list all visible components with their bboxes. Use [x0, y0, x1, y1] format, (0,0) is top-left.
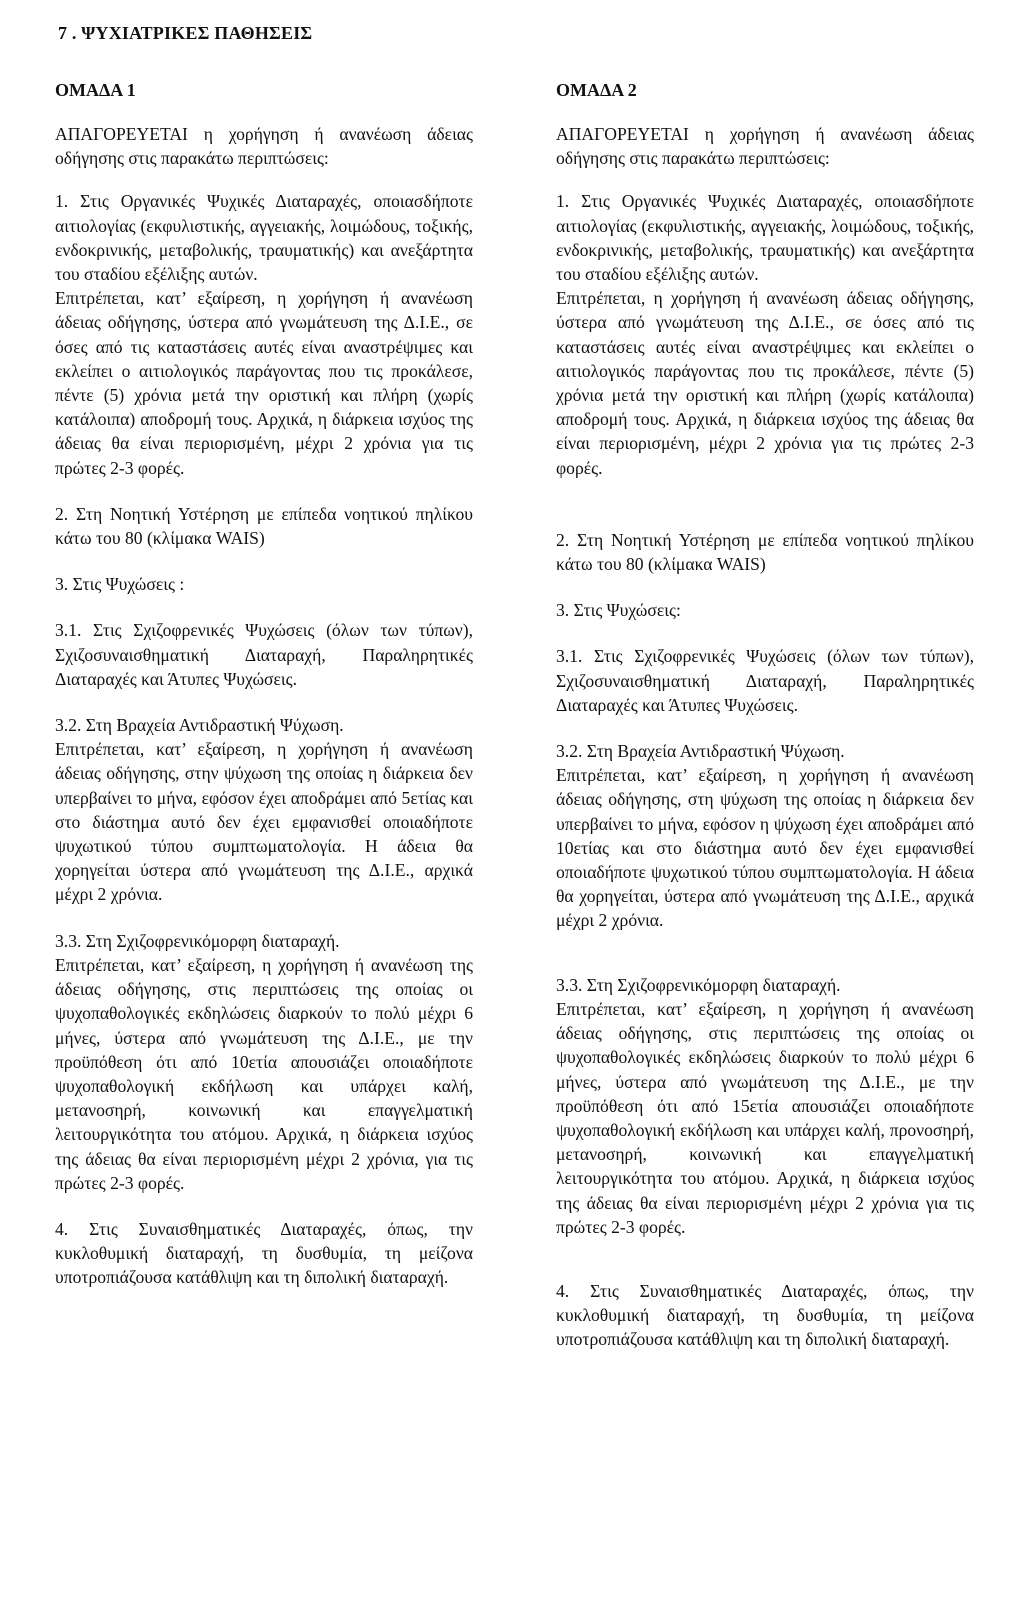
group-1-item-1: 1. Στις Οργανικές Ψυχικές Διαταραχές, οποιασδήποτε αιτιολογίας (εκφυλιστικής, αγγειακής, λοιμώδους, τοξικής, ενδοκρινικής, μεταβολικής, τραυματικής) και ανεξάρτητα του σταδίου εξέλιξης αυτών. — [55, 191, 473, 285]
group-1-intro: ΑΠΑΓΟΡΕΥΕΤΑΙ η χορήγηση ή ανανέωση άδειας οδήγησης στις παρακάτω περιπτώσεις: — [55, 124, 473, 169]
group-1-item-3-2-title: 3.2. Στη Βραχεία Αντιδραστική Ψύχωση. — [55, 715, 344, 736]
group-2-item-4: 4. Στις Συναισθηματικές Διαταραχές, όπως, την κυκλοθυμική διαταραχή, τη δυσθυμία, τη μείζονα υποτροπιάζουσα κατάθλιψη και τη διπολική διαταραχή. — [556, 1280, 974, 1350]
group-1-item-3: 3. Στις Ψυχώσεις : — [55, 574, 185, 595]
group-2-item-3-1: 3.1. Στις Σχιζοφρενικές Ψυχώσεις (όλων των τύπων), Σχιζοσυναισθηματική Διαταραχή, Παραληρητικές Διαταραχές και Άτυπες Ψυχώσεις. — [556, 646, 974, 715]
group-2-item-3-3-text: Επιτρέπεται, κατ’ εξαίρεση, η χορήγηση ή ανανέωση άδειας οδήγησης, στις περιπτώσεις της οποίας οι ψυχοπαθολογικές εκδηλώσεις διαρκούν το πολύ μέχρι 6 μήνες, ύστερα από γνωμάτευση της Δ.Ι.Ε., με την προϋπόθεση ότι από 15ετία απουσιάζει οποιαδήποτε ψυχοπαθολογική εκδήλωση και υπάρχει καλή, προνοσηρή, μετανοσηρή, κοινωνική και επαγγελματική λειτουργικότητα του ατόμου. Αρχικά, η διάρκεια ισχύος της άδειας θα είναι περιορισμένη μέχρι 2 χρόνια για τις πρώτες 2-3 φορές. — [556, 998, 974, 1237]
group-2-item-2: 2. Στη Νοητική Υστέρηση με επίπεδα νοητικού πηλίκου κάτω του 80 (κλίμακα WAIS) — [556, 529, 974, 575]
group-2-heading: ΟΜΑΔΑ 2 — [556, 80, 637, 100]
group-2-item-3: 3. Στις Ψυχώσεις: — [556, 600, 681, 621]
group-1-item-2: 2. Στη Νοητική Υστέρηση με επίπεδα νοητικού πηλίκου κάτω του 80 (κλίμακα WAIS) — [55, 503, 473, 549]
group-1-item-3-2-text: Επιτρέπεται, κατ’ εξαίρεση, η χορήγηση ή ανανέωση άδειας οδήγησης, στην ψύχωση της οποίας η διάρκεια δεν υπερβαίνει το μήνα, εφόσον έχει αποδράμει από 5ετίας και στο διάστημα αυτό δεν έχει εμφανισθεί οποιαδήποτε ψυχωτικού τύπου συμπτωματολογία. Η άδεια θα χορηγείται ύστερα από γνωμάτευση της Δ.Ι.Ε., αρχικά μέχρι 2 χρόνια. — [55, 739, 473, 905]
group-1-item-4: 4. Στις Συναισθηματικές Διαταραχές, όπως, την κυκλοθυμική διαταραχή, τη δυσθυμία, τη μείζονα υποτροπιάζουσα κατάθλιψη και τη διπολική διαταραχή. — [55, 1218, 473, 1288]
group-1-item-3-3-title: 3.3. Στη Σχιζοφρενικόμορφη διαταραχή. — [55, 930, 340, 951]
group-2-column — [556, 78, 974, 1352]
group-2-item-3-3-title: 3.3. Στη Σχιζοφρενικόμορφη διαταραχή. — [556, 974, 841, 995]
group-2-item-3-2-title: 3.2. Στη Βραχεία Αντιδραστική Ψύχωση. — [556, 741, 845, 762]
group-2-item-1-exception: Επιτρέπεται, η χορήγηση ή ανανέωση άδειας οδήγησης, ύστερα από γνωμάτευση της Δ.Ι.Ε., σε όσες από τις καταστάσεις αυτές είναι αναστρέψιμες και εκλείπει ο αιτιολογικός παράγοντας που τις προκάλεσε, πέντε (5) χρόνια μετά την οριστική και πλήρη (χωρίς κατάλοιπα) αποδρομή τους. Αρχικά, η διάρκεια ισχύος της άδειας θα είναι περιορισμένη, μέχρι 2 χρόνια για τις πρώτες 2-3 φορές. — [556, 288, 974, 478]
group-1-item-3-3-text: Επιτρέπεται, κατ’ εξαίρεση, η χορήγηση ή ανανέωση της άδειας οδήγησης, στις περιπτώσεις της οποίας οι ψυχοπαθολογικές εκδηλώσεις διαρκούν το πολύ μέχρι 6 μήνες, ύστερα από γνωμάτευση της Δ.Ι.Ε., με την προϋπόθεση ότι από 10ετία απουσιάζει οποιαδήποτε ψυχοπαθολογική εκδήλωση και υπάρχει καλή, μετανοσηρή, κοινωνική και επαγγελματική λειτουργικότητα του ατόμου. Αρχικά, η διάρκεια ισχύος της άδειας θα είναι περιορισμένη μέχρι 2 χρόνια, για τις πρώτες 2-3 φορές. — [55, 954, 473, 1193]
group-2-item-1: 1. Στις Οργανικές Ψυχικές Διαταραχές, οποιασδήποτε αιτιολογίας (εκφυλιστικής, αγγειακής, λοιμώδους, τοξικής, ενδοκρινικής, μεταβολικής, τραυματικής) και ανεξάρτητα του σταδίου εξέλιξης αυτών. — [556, 191, 974, 285]
group-1-item-1-exception: Επιτρέπεται, κατ’ εξαίρεση, η χορήγηση ή ανανέωση άδειας οδήγησης, ύστερα από γνωμάτευση της Δ.Ι.Ε., σε όσες από τις καταστάσεις αυτές είναι αναστρέψιμες και εκλείπει ο αιτιολογικός παράγοντας που τις προκάλεσε, πέντε (5) χρόνια μετά την οριστική και πλήρη (χωρίς κατάλοιπα) αποδρομή τους. Αρχικά, η διάρκεια ισχύος της άδειας θα είναι περιορισμένη, μέχρι 2 χρόνια για τις πρώτες 2-3 φορές. — [55, 288, 473, 478]
group-1-column — [55, 78, 473, 1290]
group-2-intro: ΑΠΑΓΟΡΕΥΕΤΑΙ η χορήγηση ή ανανέωση άδειας οδήγησης στις παρακάτω περιπτώσεις: — [556, 124, 974, 169]
group-2-item-3-2-text: Επιτρέπεται, κατ’ εξαίρεση, η χορήγηση ή ανανέωση άδειας οδήγησης, στη ψύχωση της οποίας η διάρκεια δεν υπερβαίνει το μήνα, εφόσον η ψύχωση έχει αποδράμει από 10ετίας και στο διάστημα αυτό δεν έχει εμφανισθεί οποιαδήποτε ψυχωτικού τύπου συμπτωματολογία. Η άδεια θα χορηγείται, ύστερα από γνωμάτευση της Δ.Ι.Ε., αρχικά μέχρι 2 χρόνια. — [556, 765, 974, 931]
section-title: 7 . ΨΥΧΙΑΤΡΙΚΕΣ ΠΑΘΗΣΕΙΣ — [58, 23, 313, 43]
group-1-heading: ΟΜΑΔΑ 1 — [55, 80, 136, 100]
group-1-item-3-1: 3.1. Στις Σχιζοφρενικές Ψυχώσεις (όλων των τύπων), Σχιζοσυναισθηματική Διαταραχή, Παραληρητικές Διαταραχές και Άτυπες Ψυχώσεις. — [55, 620, 473, 689]
